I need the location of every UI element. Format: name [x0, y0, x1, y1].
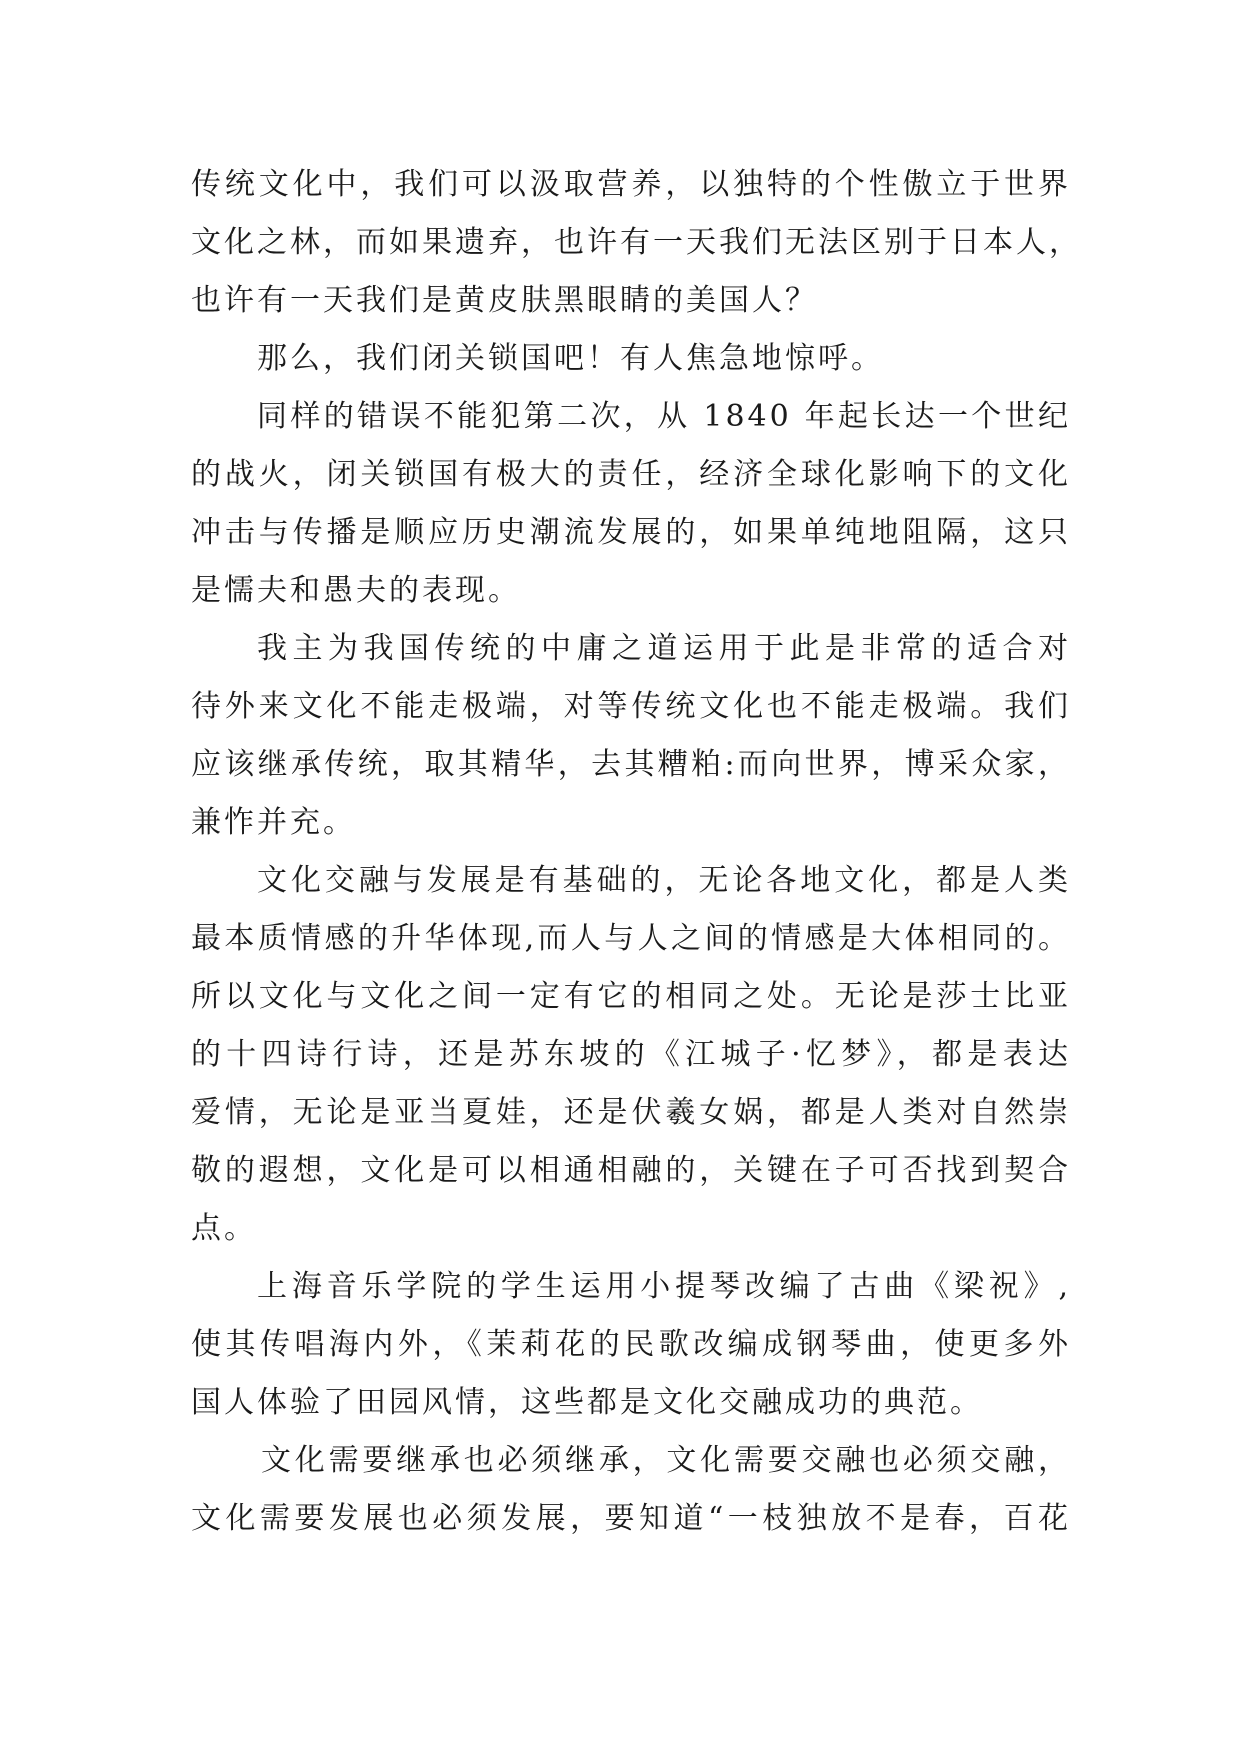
paragraph-line: 是懦夫和愚夫的表现。 [191, 573, 521, 608]
paragraph-line: 同样的错误不能犯第二次，从 1840 年起长达一个世纪 [257, 399, 1071, 434]
paragraph-line: 的十四诗行诗，还是苏东坡的《江城子·忆梦》，都是表达 [191, 1037, 1071, 1072]
paragraph-line: 点。 [191, 1211, 257, 1246]
paragraph-line: 兼怍并充。 [191, 805, 356, 840]
paragraph-line: 文化之林，而如果遗弃，也许有一天我们无法区别于日本人， [191, 225, 1082, 260]
paragraph-line: 文化需要继承也必须继承，文化需要交融也必须交融， [261, 1443, 1071, 1478]
paragraph-line: 我主为我国传统的中庸之道运用于此是非常的适合对 [257, 631, 1071, 666]
paragraph-line: 应该继承传统，取其精华，去其糟粕:而向世界，博采众家， [191, 747, 1071, 782]
paragraph-line: 最本质情感的升华体现,而人与人之间的情感是大体相同的。 [191, 921, 1071, 956]
paragraph-line: 的战火，闭关锁国有极大的责任，经济全球化影响下的文化 [191, 457, 1071, 492]
paragraph-line: 国人体验了田园风情，这些都是文化交融成功的典范。 [191, 1385, 983, 1420]
paragraph-line: 传统文化中，我们可以汲取营养，以独特的个性傲立于世界 [191, 167, 1071, 202]
essay-body [191, 156, 1082, 1548]
paragraph-line: 文化交融与发展是有基础的，无论各地文化，都是人类 [257, 863, 1071, 898]
paragraph-line: 也许有一天我们是黄皮肤黑眼睛的美国人？ [191, 283, 818, 318]
paragraph-line: 待外来文化不能走极端，对等传统文化也不能走极端。我们 [191, 689, 1071, 724]
paragraph-line: 敬的遐想，文化是可以相通相融的，关键在子可否找到契合 [191, 1153, 1071, 1188]
paragraph-line: 上海音乐学院的学生运用小提琴改编了古曲《梁祝》, [257, 1269, 1071, 1304]
paragraph-line: 文化需要发展也必须发展，要知道“一枝独放不是春，百花 [191, 1501, 1071, 1536]
paragraph-line: 使其传唱海内外，《茉莉花的民歌改编成钢琴曲，使更多外 [191, 1327, 1071, 1362]
paragraph-line: 冲击与传播是顺应历史潮流发展的，如果单纯地阻隔，这只 [191, 515, 1071, 550]
paragraph-line: 那么，我们闭关锁国吧！有人焦急地惊呼。 [257, 341, 884, 376]
paragraph-line: 所以文化与文化之间一定有它的相同之处。无论是莎士比亚 [191, 979, 1071, 1014]
paragraph-line: 爱情，无论是亚当夏娃，还是伏羲女娲，都是人类对自然崇 [191, 1095, 1071, 1130]
